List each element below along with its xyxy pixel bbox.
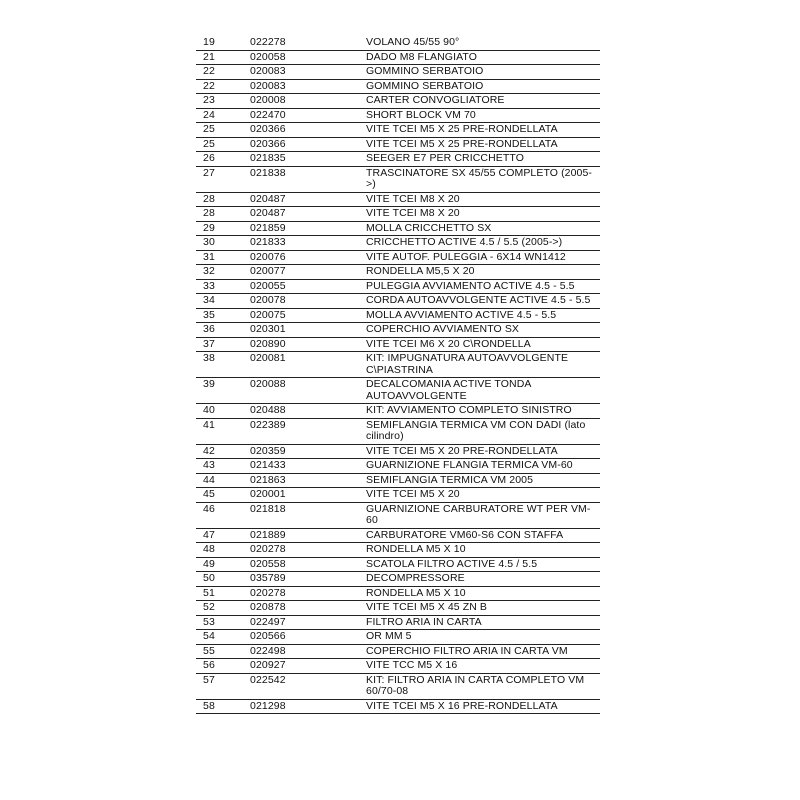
table-row bbox=[196, 572, 600, 587]
part-code: 020558 bbox=[250, 557, 366, 572]
position-number: 37 bbox=[196, 337, 250, 352]
position-number: 44 bbox=[196, 473, 250, 488]
table-row bbox=[196, 352, 600, 378]
position-number: 25 bbox=[196, 123, 250, 138]
table-row bbox=[196, 152, 600, 167]
table-row bbox=[196, 418, 600, 444]
part-description: CRICCHETTO ACTIVE 4.5 / 5.5 (2005->) bbox=[366, 236, 600, 251]
part-code: 020366 bbox=[250, 137, 366, 152]
table-row bbox=[196, 166, 600, 192]
part-description: KIT: FILTRO ARIA IN CARTA COMPLETO VM 60/70-08 bbox=[366, 673, 600, 699]
table-row bbox=[196, 699, 600, 714]
table-row bbox=[196, 123, 600, 138]
position-number: 55 bbox=[196, 644, 250, 659]
position-number: 43 bbox=[196, 459, 250, 474]
part-description: KIT: IMPUGNATURA AUTOAVVOLGENTE C\PIASTRINA bbox=[366, 352, 600, 378]
position-number: 48 bbox=[196, 543, 250, 558]
position-number: 28 bbox=[196, 207, 250, 222]
part-description: CARBURATORE VM60-S6 CON STAFFA bbox=[366, 528, 600, 543]
table-row bbox=[196, 94, 600, 109]
part-code: 020081 bbox=[250, 352, 366, 378]
part-description: KIT: AVVIAMENTO COMPLETO SINISTRO bbox=[366, 404, 600, 419]
part-code: 021859 bbox=[250, 221, 366, 236]
part-description: DECOMPRESSORE bbox=[366, 572, 600, 587]
position-number: 25 bbox=[196, 137, 250, 152]
part-description: GUARNIZIONE CARBURATORE WT PER VM-60 bbox=[366, 502, 600, 528]
table-row bbox=[196, 250, 600, 265]
table-row bbox=[196, 65, 600, 80]
table-row bbox=[196, 673, 600, 699]
position-number: 32 bbox=[196, 265, 250, 280]
part-code: 020088 bbox=[250, 378, 366, 404]
part-description: VITE TCEI M8 X 20 bbox=[366, 207, 600, 222]
part-description: GUARNIZIONE FLANGIA TERMICA VM-60 bbox=[366, 459, 600, 474]
position-number: 56 bbox=[196, 659, 250, 674]
part-code: 022389 bbox=[250, 418, 366, 444]
table-row bbox=[196, 192, 600, 207]
table-row bbox=[196, 502, 600, 528]
part-code: 020878 bbox=[250, 601, 366, 616]
position-number: 45 bbox=[196, 488, 250, 503]
part-description: PULEGGIA AVVIAMENTO ACTIVE 4.5 - 5.5 bbox=[366, 279, 600, 294]
position-number: 29 bbox=[196, 221, 250, 236]
table-row bbox=[196, 207, 600, 222]
table-row bbox=[196, 644, 600, 659]
part-code: 022498 bbox=[250, 644, 366, 659]
part-description: MOLLA CRICCHETTO SX bbox=[366, 221, 600, 236]
part-description: COPERCHIO AVVIAMENTO SX bbox=[366, 323, 600, 338]
table-row bbox=[196, 615, 600, 630]
part-description: VITE TCEI M5 X 16 PRE-RONDELLATA bbox=[366, 699, 600, 714]
part-description: TRASCINATORE SX 45/55 COMPLETO (2005->) bbox=[366, 166, 600, 192]
position-number: 34 bbox=[196, 294, 250, 309]
part-description: DECALCOMANIA ACTIVE TONDA AUTOAVVOLGENTE bbox=[366, 378, 600, 404]
part-code: 020488 bbox=[250, 404, 366, 419]
part-code: 020566 bbox=[250, 630, 366, 645]
part-code: 021889 bbox=[250, 528, 366, 543]
part-code: 020301 bbox=[250, 323, 366, 338]
position-number: 22 bbox=[196, 65, 250, 80]
part-code: 020359 bbox=[250, 444, 366, 459]
part-description: CARTER CONVOGLIATORE bbox=[366, 94, 600, 109]
part-description: SCATOLA FILTRO ACTIVE 4.5 / 5.5 bbox=[366, 557, 600, 572]
part-code: 020487 bbox=[250, 207, 366, 222]
table-row bbox=[196, 378, 600, 404]
position-number: 50 bbox=[196, 572, 250, 587]
part-description: VITE TCEI M8 X 20 bbox=[366, 192, 600, 207]
part-description: SEEGER E7 PER CRICCHETTO bbox=[366, 152, 600, 167]
part-code: 020001 bbox=[250, 488, 366, 503]
part-code: 020078 bbox=[250, 294, 366, 309]
part-description: GOMMINO SERBATOIO bbox=[366, 65, 600, 80]
table-row bbox=[196, 279, 600, 294]
table-row bbox=[196, 444, 600, 459]
part-code: 022278 bbox=[250, 36, 366, 50]
part-code: 022497 bbox=[250, 615, 366, 630]
parts-table bbox=[196, 36, 600, 714]
part-description: VITE TCEI M5 X 20 bbox=[366, 488, 600, 503]
table-row bbox=[196, 50, 600, 65]
part-description: OR MM 5 bbox=[366, 630, 600, 645]
position-number: 49 bbox=[196, 557, 250, 572]
table-row bbox=[196, 79, 600, 94]
part-code: 022542 bbox=[250, 673, 366, 699]
table-row bbox=[196, 265, 600, 280]
part-description: VITE TCEI M5 X 25 PRE-RONDELLATA bbox=[366, 137, 600, 152]
position-number: 40 bbox=[196, 404, 250, 419]
position-number: 51 bbox=[196, 586, 250, 601]
position-number: 36 bbox=[196, 323, 250, 338]
part-code: 020008 bbox=[250, 94, 366, 109]
part-description: RONDELLA M5 X 10 bbox=[366, 543, 600, 558]
position-number: 58 bbox=[196, 699, 250, 714]
position-number: 28 bbox=[196, 192, 250, 207]
part-code: 020083 bbox=[250, 79, 366, 94]
part-description: SEMIFLANGIA TERMICA VM 2005 bbox=[366, 473, 600, 488]
table-row bbox=[196, 404, 600, 419]
part-description: GOMMINO SERBATOIO bbox=[366, 79, 600, 94]
part-description: FILTRO ARIA IN CARTA bbox=[366, 615, 600, 630]
table-row bbox=[196, 221, 600, 236]
part-code: 020927 bbox=[250, 659, 366, 674]
part-description: RONDELLA M5,5 X 20 bbox=[366, 265, 600, 280]
part-code: 021838 bbox=[250, 166, 366, 192]
table-row bbox=[196, 36, 600, 50]
part-code: 021863 bbox=[250, 473, 366, 488]
part-code: 021833 bbox=[250, 236, 366, 251]
position-number: 22 bbox=[196, 79, 250, 94]
part-code: 020890 bbox=[250, 337, 366, 352]
part-code: 035789 bbox=[250, 572, 366, 587]
part-code: 020075 bbox=[250, 308, 366, 323]
part-code: 020055 bbox=[250, 279, 366, 294]
part-code: 021298 bbox=[250, 699, 366, 714]
table-row bbox=[196, 630, 600, 645]
position-number: 54 bbox=[196, 630, 250, 645]
position-number: 46 bbox=[196, 502, 250, 528]
part-description: SEMIFLANGIA TERMICA VM CON DADI (lato cilindro) bbox=[366, 418, 600, 444]
table-row bbox=[196, 459, 600, 474]
part-code: 020058 bbox=[250, 50, 366, 65]
position-number: 53 bbox=[196, 615, 250, 630]
table-row bbox=[196, 659, 600, 674]
part-code: 020366 bbox=[250, 123, 366, 138]
part-description: VITE TCC M5 X 16 bbox=[366, 659, 600, 674]
part-description: RONDELLA M5 X 10 bbox=[366, 586, 600, 601]
table-row bbox=[196, 586, 600, 601]
part-description: VITE TCEI M5 X 25 PRE-RONDELLATA bbox=[366, 123, 600, 138]
table-row bbox=[196, 528, 600, 543]
part-description: MOLLA AVVIAMENTO ACTIVE 4.5 - 5.5 bbox=[366, 308, 600, 323]
part-code: 020278 bbox=[250, 586, 366, 601]
position-number: 35 bbox=[196, 308, 250, 323]
position-number: 27 bbox=[196, 166, 250, 192]
position-number: 30 bbox=[196, 236, 250, 251]
table-row bbox=[196, 601, 600, 616]
part-description: SHORT BLOCK VM 70 bbox=[366, 108, 600, 123]
table-row bbox=[196, 108, 600, 123]
position-number: 23 bbox=[196, 94, 250, 109]
position-number: 24 bbox=[196, 108, 250, 123]
table-row bbox=[196, 543, 600, 558]
part-code: 020278 bbox=[250, 543, 366, 558]
part-code: 021835 bbox=[250, 152, 366, 167]
part-description: VOLANO 45/55 90° bbox=[366, 36, 600, 50]
part-description: DADO M8 FLANGIATO bbox=[366, 50, 600, 65]
part-code: 021433 bbox=[250, 459, 366, 474]
part-code: 020077 bbox=[250, 265, 366, 280]
table-row bbox=[196, 337, 600, 352]
part-description: COPERCHIO FILTRO ARIA IN CARTA VM bbox=[366, 644, 600, 659]
position-number: 47 bbox=[196, 528, 250, 543]
position-number: 33 bbox=[196, 279, 250, 294]
parts-table-body bbox=[196, 36, 600, 714]
part-description: VITE TCEI M5 X 20 PRE-RONDELLATA bbox=[366, 444, 600, 459]
part-code: 020076 bbox=[250, 250, 366, 265]
part-code: 020083 bbox=[250, 65, 366, 80]
position-number: 57 bbox=[196, 673, 250, 699]
position-number: 42 bbox=[196, 444, 250, 459]
table-row bbox=[196, 236, 600, 251]
position-number: 38 bbox=[196, 352, 250, 378]
part-code: 022470 bbox=[250, 108, 366, 123]
position-number: 19 bbox=[196, 36, 250, 50]
position-number: 41 bbox=[196, 418, 250, 444]
part-code: 021818 bbox=[250, 502, 366, 528]
table-row bbox=[196, 308, 600, 323]
position-number: 26 bbox=[196, 152, 250, 167]
position-number: 21 bbox=[196, 50, 250, 65]
position-number: 39 bbox=[196, 378, 250, 404]
part-description: CORDA AUTOAVVOLGENTE ACTIVE 4.5 - 5.5 bbox=[366, 294, 600, 309]
position-number: 31 bbox=[196, 250, 250, 265]
table-row bbox=[196, 323, 600, 338]
part-description: VITE TCEI M5 X 45 ZN B bbox=[366, 601, 600, 616]
table-row bbox=[196, 473, 600, 488]
table-row bbox=[196, 488, 600, 503]
part-description: VITE AUTOF. PULEGGIA - 6X14 WN1412 bbox=[366, 250, 600, 265]
table-row bbox=[196, 137, 600, 152]
part-description: VITE TCEI M6 X 20 C\RONDELLA bbox=[366, 337, 600, 352]
table-row bbox=[196, 294, 600, 309]
position-number: 52 bbox=[196, 601, 250, 616]
table-row bbox=[196, 557, 600, 572]
part-code: 020487 bbox=[250, 192, 366, 207]
